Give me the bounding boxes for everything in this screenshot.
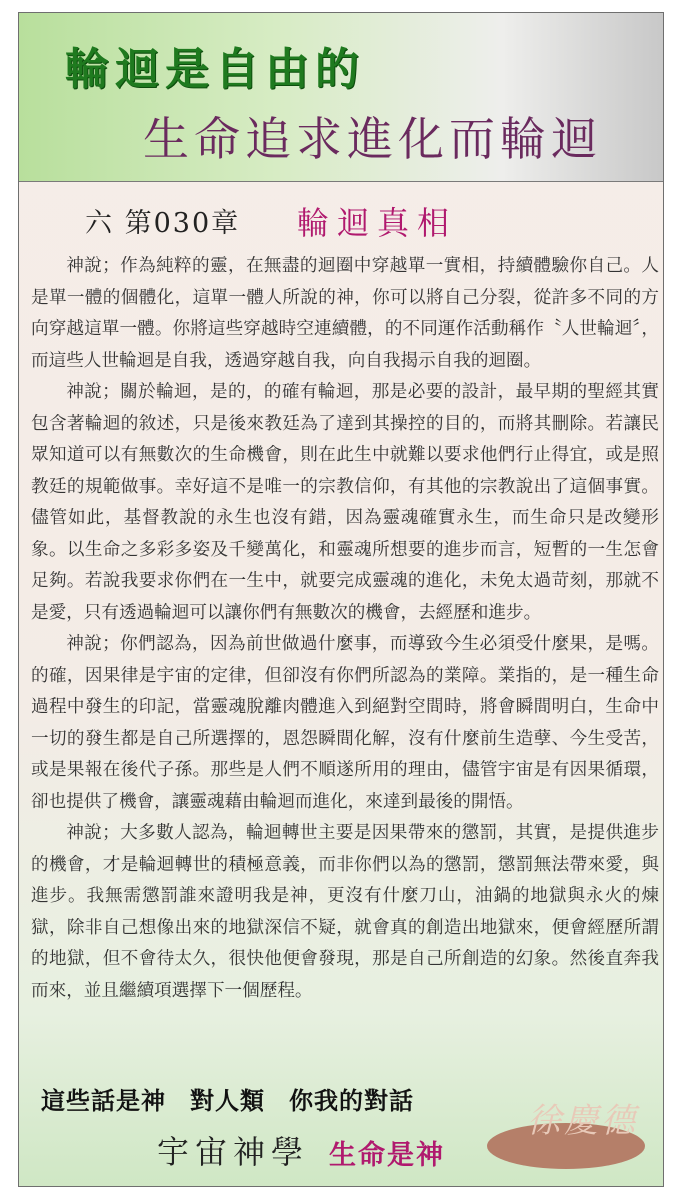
main-title: 輪迴是自由的: [65, 44, 365, 95]
footer-tagline-part: 你我的對話: [289, 1086, 414, 1115]
author-signature: 徐慶德: [527, 1101, 638, 1141]
page-frame: [18, 12, 664, 1187]
paragraph: 神說；作為純粹的靈，在無盡的迴圈中穿越單一實相，持續體驗你自己。人是單一體的個體化，這單一體人所說的神，你可以將自己分裂，從許多不同的方向穿越這單一體。你將這些穿越時空連續體，的不同運作活動稱作〝人世輪迴〞，而這些人世輪迴是自我，透過穿越自我，向自我揭示自我的迴圈。: [31, 256, 659, 371]
footer-series-highlight: 生命是神: [329, 1140, 445, 1171]
paragraph: 神說；大多數人認為，輪迴轉世主要是因果帶來的懲罰，其實，是提供進步的機會，才是輪迴轉世的積極意義，而非你們以為的懲罰，懲罰無法帶來愛，與進步。我無需懲罰誰來證明我是神，更沒有什麼刀山，油鍋的地獄與永火的煉獄，除非自己想像出來的地獄深信不疑，就會真的創造出地獄來，便會經歷所謂的地獄，但不會待太久，很快他便會發現，那是自己所創造的幻象。然後直奔我而來，並且繼續項選擇下一個歷程。: [31, 823, 659, 1001]
footer-series-name: 宇宙神學: [157, 1133, 310, 1171]
footer-tagline-part: 這些話是神: [41, 1086, 166, 1115]
footer-tagline-part: 對人類: [190, 1086, 265, 1115]
article-body: [31, 251, 659, 1007]
chapter-number: 六 第030章: [85, 208, 241, 239]
chapter-title: 輪迴真相: [297, 204, 458, 242]
paragraph: 神說；你們認為，因為前世做過什麼事，而導致今生必須受什麼果，是嗎。的確，因果律是宇宙的定律，但卻沒有你們所認為的業障。業指的，是一種生命過程中發生的印記，當靈魂脫離肉體進入到絕對空間時，將會瞬間明白，生命中一切的發生都是自己所選擇的，恩怨瞬間化解，沒有什麼前生造孽、今生受苦，或是果報在後代子孫。那些是人們不順遂所用的理由，儘管宇宙是有因果循環，卻也提供了機會，讓靈魂藉由輪迴而進化，來達到最後的開悟。: [31, 634, 659, 812]
subtitle: 生命追求進化而輪迴: [143, 112, 602, 166]
header-banner: [19, 13, 663, 182]
footer-tagline: [41, 1081, 438, 1116]
paragraph: 神說；關於輪迴，是的，的確有輪迴，那是必要的設計，最早期的聖經其實包含著輪迴的敘述，只是後來教廷為了達到其操控的目的，而將其刪除。若讓民眾知道可以有無數次的生命機會，則在此生中就難以要求他們行止得宜，或是照教廷的規範做事。幸好這不是唯一的宗教信仰，有其他的宗教說出了這個事實。儘管如此，基督教說的永生也沒有錯，因為靈魂確實永生，而生命只是改變形象。以生命之多彩多姿及千變萬化，和靈魂所想要的進步而言，短暫的一生怎會足夠。若說我要求你們在一生中，就要完成靈魂的進化，未免太過苛刻，那就不是愛，只有透過輪迴可以讓你們有無數次的機會，去經歷和進步。: [31, 382, 659, 623]
